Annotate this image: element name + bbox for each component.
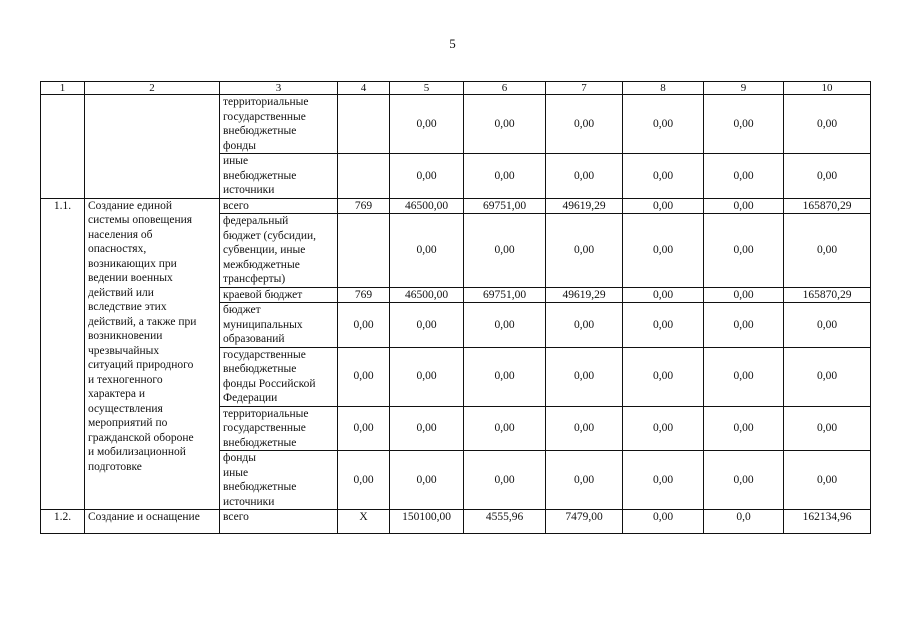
cell-value: 0,00 xyxy=(704,451,784,510)
cell-value: 0,00 xyxy=(704,303,784,348)
cell-value: 0,00 xyxy=(464,214,546,288)
table-row xyxy=(41,95,871,154)
cell-value: 0,00 xyxy=(704,347,784,406)
continuation-item-name xyxy=(85,95,220,199)
budget-table xyxy=(40,81,871,534)
cell-value: 0,00 xyxy=(623,406,704,451)
item-name: Создание и оснащение xyxy=(85,510,220,534)
column-number-2: 2 xyxy=(85,82,220,95)
column-number-4: 4 xyxy=(338,82,390,95)
cell-value: 0,00 xyxy=(546,303,623,348)
cell-value: 0,00 xyxy=(704,287,784,303)
column-number-8: 8 xyxy=(623,82,704,95)
funding-source: всего xyxy=(220,198,338,214)
funding-source: территориальные государственные внебюджетные фонды xyxy=(220,95,338,154)
cell-value: 0,00 xyxy=(546,451,623,510)
cell-value: 0,00 xyxy=(704,198,784,214)
cell-value: 0,00 xyxy=(464,406,546,451)
cell-value: 0,00 xyxy=(623,451,704,510)
cell-value: 46500,00 xyxy=(390,287,464,303)
cell-value: 69751,00 xyxy=(464,287,546,303)
cell-value: 0,00 xyxy=(784,451,871,510)
cell-value: 0,00 xyxy=(623,287,704,303)
cell-value: 0,00 xyxy=(704,214,784,288)
cell-value: 0,00 xyxy=(784,95,871,154)
cell-value: 0,00 xyxy=(704,95,784,154)
column-number-9: 9 xyxy=(704,82,784,95)
item-name: Создание единой системы оповещения населения об опасностях, возникающих при ведении военных действий или вследствие этих действий, а также при возникновении чрезвычайных ситуаций природного и техногенного характера и осуществления мероприятий по гражданской обороне и мобилизационной подготовке xyxy=(85,198,220,510)
cell-value: 49619,29 xyxy=(546,287,623,303)
item-number: 1.1. xyxy=(41,198,85,510)
cell-value: 0,00 xyxy=(623,154,704,199)
cell-value: 0,00 xyxy=(390,214,464,288)
cell-value: 0,00 xyxy=(623,198,704,214)
cell-value: 0,00 xyxy=(546,214,623,288)
column-number-10: 10 xyxy=(784,82,871,95)
cell-value: 165870,29 xyxy=(784,287,871,303)
cell-col4 xyxy=(338,95,390,154)
table-header-row xyxy=(41,82,871,95)
cell-col4: 769 xyxy=(338,287,390,303)
cell-value: 0,00 xyxy=(464,303,546,348)
cell-value: 0,00 xyxy=(390,303,464,348)
cell-value: 0,00 xyxy=(623,347,704,406)
cell-col4: X xyxy=(338,510,390,534)
funding-source: федеральный бюджет (субсидии, субвенции, иные межбюджетные трансферты) xyxy=(220,214,338,288)
cell-value: 0,0 xyxy=(704,510,784,534)
page-number: 5 xyxy=(449,36,456,51)
cell-value: 0,00 xyxy=(623,95,704,154)
cell-col4 xyxy=(338,154,390,199)
cell-value: 0,00 xyxy=(546,154,623,199)
funding-source: всего xyxy=(220,510,338,534)
cell-value: 0,00 xyxy=(464,154,546,199)
column-number-5: 5 xyxy=(390,82,464,95)
cell-value: 0,00 xyxy=(546,406,623,451)
funding-source: бюджет муниципальных образований xyxy=(220,303,338,348)
cell-value: 0,00 xyxy=(784,154,871,199)
column-number-3: 3 xyxy=(220,82,338,95)
item-number: 1.2. xyxy=(41,510,85,534)
column-number-1: 1 xyxy=(41,82,85,95)
continuation-item-number xyxy=(41,95,85,199)
column-number-7: 7 xyxy=(546,82,623,95)
cell-col4: 0,00 xyxy=(338,451,390,510)
cell-col4: 769 xyxy=(338,198,390,214)
cell-value: 0,00 xyxy=(623,510,704,534)
cell-col4: 0,00 xyxy=(338,347,390,406)
cell-col4: 0,00 xyxy=(338,406,390,451)
cell-value: 150100,00 xyxy=(390,510,464,534)
table-row xyxy=(41,198,871,214)
cell-value: 0,00 xyxy=(784,303,871,348)
funding-source: государственные внебюджетные фонды Российской Федерации xyxy=(220,347,338,406)
cell-value: 0,00 xyxy=(390,451,464,510)
cell-value: 0,00 xyxy=(623,214,704,288)
cell-value: 0,00 xyxy=(390,95,464,154)
cell-value: 0,00 xyxy=(464,95,546,154)
cell-value: 0,00 xyxy=(704,406,784,451)
cell-value: 0,00 xyxy=(464,451,546,510)
cell-value: 0,00 xyxy=(784,406,871,451)
cell-value: 165870,29 xyxy=(784,198,871,214)
cell-col4: 0,00 xyxy=(338,303,390,348)
cell-value: 0,00 xyxy=(546,95,623,154)
funding-source: территориальные государственные внебюджетные xyxy=(220,406,338,451)
cell-value: 162134,96 xyxy=(784,510,871,534)
cell-value: 0,00 xyxy=(464,347,546,406)
cell-value: 0,00 xyxy=(704,154,784,199)
cell-value: 0,00 xyxy=(390,406,464,451)
cell-value: 69751,00 xyxy=(464,198,546,214)
funding-source: фонды иные внебюджетные источники xyxy=(220,451,338,510)
cell-col4 xyxy=(338,214,390,288)
cell-value: 0,00 xyxy=(390,154,464,199)
funding-source: иные внебюджетные источники xyxy=(220,154,338,199)
cell-value: 0,00 xyxy=(390,347,464,406)
funding-source: краевой бюджет xyxy=(220,287,338,303)
table-row xyxy=(41,510,871,534)
cell-value: 0,00 xyxy=(546,347,623,406)
cell-value: 46500,00 xyxy=(390,198,464,214)
cell-value: 0,00 xyxy=(784,214,871,288)
cell-value: 7479,00 xyxy=(546,510,623,534)
cell-value: 49619,29 xyxy=(546,198,623,214)
cell-value: 4555,96 xyxy=(464,510,546,534)
cell-value: 0,00 xyxy=(784,347,871,406)
cell-value: 0,00 xyxy=(623,303,704,348)
column-number-6: 6 xyxy=(464,82,546,95)
